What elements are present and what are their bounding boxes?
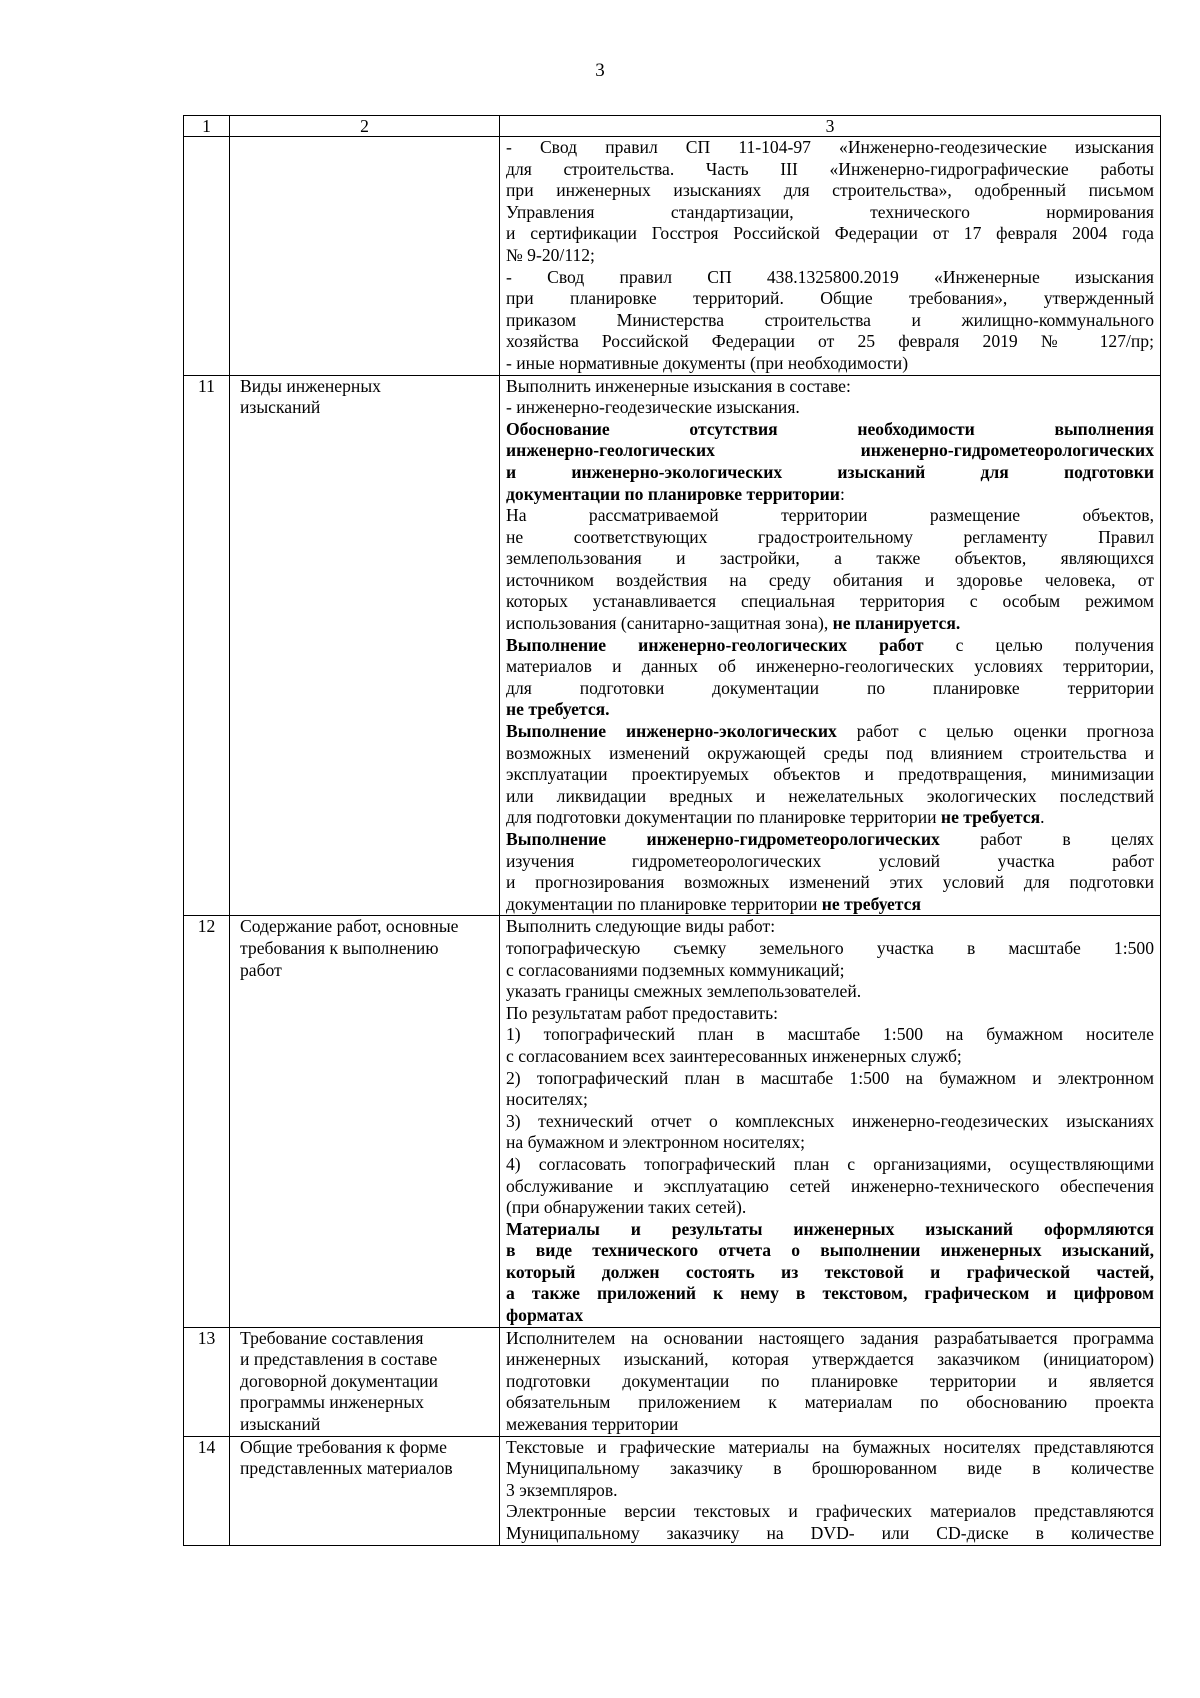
text-line: и прогнозирования возможных изменений этих условий для подготовки: [506, 872, 1154, 893]
label-line: требования к выполнению: [240, 937, 439, 958]
requirements-table: [183, 115, 1161, 1546]
text-line: [506, 894, 1154, 916]
text-line: 2) топографический план в масштабе 1:500 на бумажном и электронном: [506, 1067, 1154, 1088]
text-line: Выполнить следующие виды работ:: [506, 916, 776, 937]
text-line: - Свод правил СП 11-104-97 «Инженерно-геодезические изыскания: [506, 137, 1154, 157]
bold-text: Выполнение инженерно-геологических работ: [506, 634, 924, 655]
text-line: - Свод правил СП 438.1325800.2019 «Инженерные изыскания: [506, 266, 1154, 287]
text-line: [506, 484, 1154, 506]
text-line: По результатам работ предоставить:: [506, 1002, 778, 1023]
text-line: [506, 721, 1154, 743]
text-line: носителях;: [506, 1089, 588, 1110]
row-content: [500, 1436, 1161, 1545]
table-row-12: [184, 916, 1161, 1327]
row-number: 13: [184, 1327, 230, 1436]
row-label: [230, 1436, 500, 1545]
label-line: представленных материалов: [240, 1458, 453, 1479]
text-line: межевания территории: [506, 1414, 679, 1435]
text-line: - иные нормативные документы (при необходимости): [506, 352, 909, 373]
text-line: Исполнителем на основании настоящего задания разрабатывается программа: [506, 1327, 1154, 1348]
text-line: обязательным приложением к материалам по обоснованию проекта: [506, 1392, 1154, 1413]
row-number: 14: [184, 1436, 230, 1545]
text-line: Муниципальному заказчику на DVD- или CD-диске в количестве: [506, 1523, 1154, 1543]
label-line: Виды инженерных: [240, 375, 381, 396]
text-line: № 9-20/112;: [506, 244, 595, 265]
text-line: [506, 829, 1154, 851]
row-label: [230, 375, 500, 916]
text-span: для подготовки документации по планировке территории: [506, 807, 937, 828]
text-span: с целью получения: [923, 634, 1154, 655]
row-content: [500, 916, 1161, 1327]
text-span: :: [839, 483, 845, 504]
text-line: а также приложений к нему в текстовом, графическом и цифровом: [506, 1283, 1154, 1304]
table-row-11: [184, 375, 1161, 916]
label-line: Содержание работ, основные: [240, 916, 459, 937]
table-row-continuation: [184, 137, 1161, 376]
text-line: Муниципальному заказчику в брошюрованном виде в количестве: [506, 1458, 1154, 1479]
text-line: форматах: [506, 1305, 584, 1326]
text-line: инженерных изысканий, которая утверждается заказчиком (инициатором): [506, 1349, 1154, 1370]
row-content-cell: [500, 137, 1161, 376]
text-line: для строительства. Часть III «Инженерно-гидрографические работы: [506, 158, 1154, 179]
text-line: [506, 807, 1154, 829]
bold-text: не планируется.: [828, 613, 961, 634]
text-line: изучения гидрометеорологических условий участка работ: [506, 850, 1154, 871]
text-line: и инженерно-экологических изысканий для подготовки: [506, 461, 1154, 482]
bold-text: не требуется: [817, 893, 921, 914]
text-line: указать границы смежных землепользователей.: [506, 981, 862, 1002]
label-line: работ: [240, 959, 282, 980]
text-line: возможных изменений окружающей среды под влиянием строительства и: [506, 742, 1154, 763]
text-line: обслуживание и эксплуатацию сетей инженерно-технического обеспечения: [506, 1175, 1154, 1196]
text-span: работ с целью оценки прогноза: [836, 721, 1154, 742]
label-line: Требование составления: [240, 1327, 424, 1348]
text-line: (при обнаружении таких сетей).: [506, 1197, 747, 1218]
text-line: материалов и данных об инженерно-геологических условиях территории,: [506, 656, 1154, 677]
text-line: Выполнить инженерные изыскания в составе:: [506, 375, 851, 396]
label-line: и представления в составе: [240, 1349, 438, 1370]
label-line: программы инженерных: [240, 1392, 424, 1413]
text-line: для подготовки документации по планировке территории: [506, 677, 1154, 698]
text-span: использования (санитарно-защитная зона),: [506, 613, 829, 634]
bold-text: документации по планировке территории: [506, 483, 840, 504]
text-span: работ в целях: [939, 829, 1154, 849]
row-label: [230, 1327, 500, 1436]
table-row-14: [184, 1436, 1161, 1545]
row-number: 12: [184, 916, 230, 1327]
text-line: с согласованиями подземных коммуникаций;: [506, 959, 845, 980]
text-line: 4) согласовать топографический план с организациями, осуществляющими: [506, 1153, 1154, 1174]
table-row-13: [184, 1327, 1161, 1436]
text-line: Текстовые и графические материалы на бумажных носителях представляются: [506, 1436, 1154, 1457]
header-col-1: 1: [184, 116, 230, 137]
text-line: 3) технический отчет о комплексных инженерно-геодезических изысканиях: [506, 1110, 1154, 1131]
text-line: инженерно-геологических инженерно-гидрометеорологических: [506, 440, 1154, 461]
label-line: Общие требования к форме: [240, 1436, 447, 1457]
text-line: 3 экземпляров.: [506, 1479, 618, 1500]
text-line: Управления стандартизации, технического нормирования: [506, 201, 1154, 222]
bold-text: Выполнение инженерно-экологических: [506, 721, 837, 742]
text-line: приказом Министерства строительства и жилищно-коммунального: [506, 309, 1154, 330]
text-line: [506, 635, 1154, 657]
text-line: не соответствующих градостроительному регламенту Правил: [506, 526, 1154, 547]
text-line: эксплуатации проектируемых объектов и предотвращения, минимизации: [506, 764, 1154, 785]
text-span: .: [1040, 807, 1045, 828]
text-line: источником воздействия на среду обитания и здоровье человека, от: [506, 569, 1154, 590]
text-line: при инженерных изысканиях для строительства», одобренный письмом: [506, 180, 1154, 201]
text-line: Обоснование отсутствия необходимости выполнения: [506, 418, 1154, 439]
header-col-2: 2: [230, 116, 500, 137]
text-line: не требуется.: [506, 699, 610, 720]
text-line: Электронные версии текстовых и графических материалов представляются: [506, 1501, 1154, 1522]
row-content: [500, 1327, 1161, 1436]
text-line: землепользования и застройки, а также объектов, являющихся: [506, 548, 1154, 569]
table-header-row: [184, 116, 1161, 137]
text-line: 1) топографический план в масштабе 1:500 на бумажном носителе: [506, 1024, 1154, 1045]
text-span: документации по планировке территории: [506, 893, 818, 914]
text-line: На рассматриваемой территории размещение объектов,: [506, 505, 1154, 526]
header-col-3: 3: [500, 116, 1161, 137]
text-line: Материалы и результаты инженерных изысканий оформляются: [506, 1218, 1154, 1239]
text-line: - инженерно-геодезические изыскания.: [506, 397, 800, 418]
text-line: с согласованием всех заинтересованных инженерных служб;: [506, 1045, 962, 1066]
text-line: [506, 613, 1154, 635]
text-line: топографическую съемку земельного участка в масштабе 1:500: [506, 937, 1154, 958]
row-number: 11: [184, 375, 230, 916]
label-line: изысканий: [240, 1414, 321, 1435]
row-label-cell: [230, 137, 500, 376]
label-line: договорной документации: [240, 1370, 439, 1391]
text-line: на бумажном и электронном носителях;: [506, 1132, 806, 1153]
text-line: или ликвидации вредных и нежелательных экологических последствий: [506, 785, 1154, 806]
text-line: подготовки документации по планировке территории и является: [506, 1370, 1154, 1391]
row-label: [230, 916, 500, 1327]
text-line: в виде технического отчета о выполнении инженерных изысканий,: [506, 1240, 1154, 1261]
text-line: которых устанавливается специальная территория с особым режимом: [506, 591, 1154, 612]
bold-text: не требуется: [936, 807, 1041, 828]
text-line: при планировке территорий. Общие требования», утвержденный: [506, 288, 1154, 309]
text-line: который должен состоять из текстовой и графической частей,: [506, 1261, 1154, 1282]
text-line: хозяйства Российской Федерации от 25 февраля 2019 № 127/пр;: [506, 331, 1154, 352]
text-line: и сертификации Госстроя Российской Федерации от 17 февраля 2004 года: [506, 223, 1154, 244]
row-number-cell: [184, 137, 230, 376]
row-content: [500, 375, 1161, 916]
page-number: 3: [595, 60, 605, 81]
label-line: изысканий: [240, 397, 321, 418]
bold-text: Выполнение инженерно-гидрометеорологических: [506, 829, 940, 849]
